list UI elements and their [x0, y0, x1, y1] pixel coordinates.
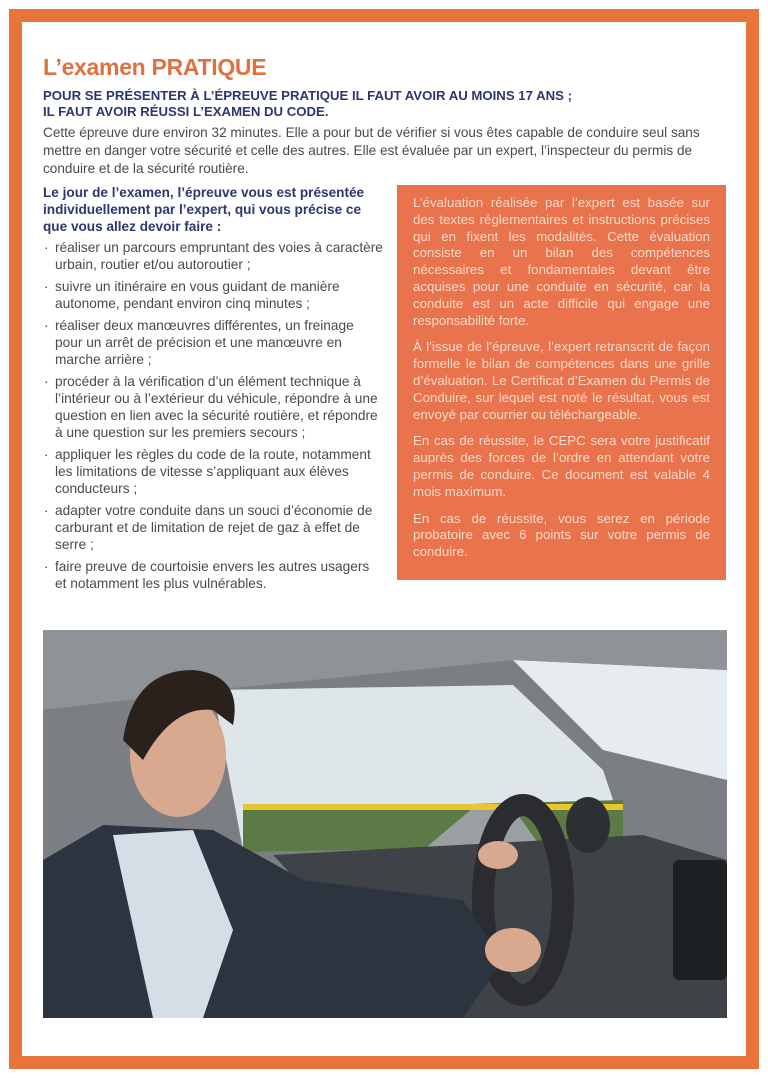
list-item-text: appliquer les règles du code de la route, notamment les limitations de vitesse s’appliquant aux élèves conducteurs ; — [55, 447, 371, 496]
list-item-text: réaliser un parcours empruntant des voies à caractère urbain, routier et/ou autoroutier ; — [55, 240, 383, 272]
bullet-icon: · — [44, 318, 49, 333]
exam-steps-section — [43, 184, 383, 597]
list-item — [43, 502, 383, 553]
list-item-text: réaliser deux manœuvres différentes, un freinage pour un arrêt de précision et une manœuvre en marche arrière ; — [55, 318, 354, 367]
list-item-text: suivre un itinéraire en vous guidant de manière autonome, pendant environ cinq minutes ; — [55, 279, 340, 311]
bullet-icon: · — [44, 503, 49, 518]
driver-photo — [43, 630, 727, 1018]
bullet-icon: · — [44, 447, 49, 462]
cepc-paragraph: En cas de réussite, le CEPC sera votre justificatif auprès des forces de l’ordre en attendant votre permis de conduire. Ce document est valable 4 mois maximum. — [413, 433, 710, 499]
page-title: L’examen PRATIQUE — [43, 54, 267, 80]
exam-steps-lead: Le jour de l’examen, l’épreuve vous est présentée individuellement par l’expert, qui vous précise ce que vous allez devoir faire : — [43, 185, 365, 234]
requirements-line-1: POUR SE PRÉSENTER À L’ÉPREUVE PRATIQUE IL FAUT AVOIR AU MOINS 17 ANS ; — [43, 88, 573, 103]
intro-paragraph: Cette épreuve dure environ 32 minutes. Elle a pour but de vérifier si vous êtes capable de conduire seul sans mettre en danger votre sécurité et celle des autres. Elle est évaluée par un expert, l’inspecteur du permis de conduire et de la sécurité routière. — [43, 125, 700, 176]
probation-paragraph: En cas de réussite, vous serez en période probatoire avec 6 points sur votre permis de conduire. — [413, 510, 710, 560]
evaluation-paragraph: L’évaluation réalisée par l’expert est basée sur des textes réglementaires et instructions précises qui en fixent les modalités. Cette évaluation consiste en un bilan des compétences nécessaires et fondamentales devant être acquises pour une conduite en sécurité, car la conduite est un acte difficile qui engage une responsabilité forte. — [413, 195, 710, 328]
requirements-line-2: IL FAUT AVOIR RÉUSSI L’EXAMEN DU CODE. — [43, 104, 329, 119]
requirements-heading — [43, 88, 733, 120]
certificate-paragraph: À l’issue de l’épreuve, l’expert retranscrit de façon formelle le bilan de compétences dans une grille d’évaluation. Le Certificat d’Examen du Permis de Conduire, sur lequel est noté le résultat, vous est envoyé par courrier ou téléchargeable. — [413, 339, 710, 422]
bullet-icon: · — [44, 279, 49, 294]
list-item — [43, 446, 383, 497]
list-item — [43, 278, 383, 312]
bullet-icon: · — [44, 240, 49, 255]
list-item-text: faire preuve de courtoisie envers les autres usagers et notamment les plus vulnérables. — [55, 559, 370, 591]
list-item-text: procéder à la vérification d’un élément technique à l’intérieur ou à l’extérieur du véhicule, répondre à une question en lien avec la sécurité routière, et répondre à une question sur les premiers secours ; — [55, 374, 378, 440]
list-item-text: adapter votre conduite dans un souci d’économie de carburant et de limitation de rejet de gaz à effet de serre ; — [55, 503, 373, 552]
list-item — [43, 373, 383, 441]
bullet-icon: · — [44, 374, 49, 389]
bullet-icon: · — [44, 559, 49, 574]
list-item — [43, 558, 383, 592]
exam-steps-list — [43, 239, 383, 592]
evaluation-info-box — [397, 185, 726, 580]
list-item — [43, 317, 383, 368]
driver-in-car-image — [43, 630, 727, 1018]
list-item — [43, 239, 383, 273]
